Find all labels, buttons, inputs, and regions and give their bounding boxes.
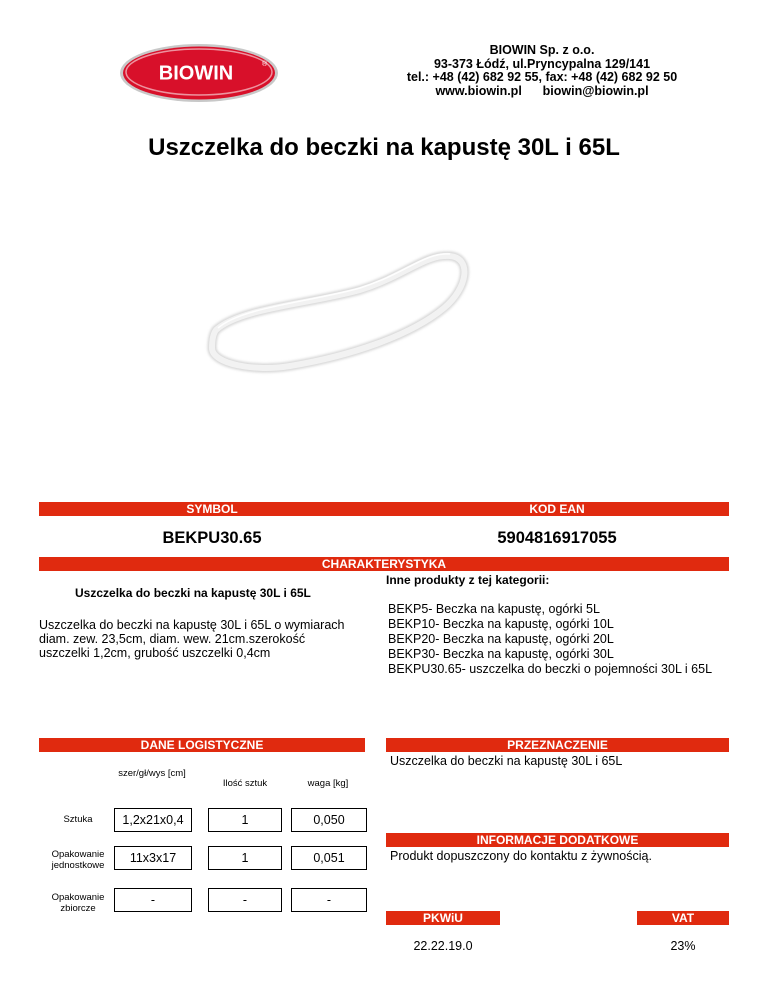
additional-info-header: INFORMACJE DODATKOWE xyxy=(386,833,729,847)
other-product-item: BEKPU30.65- uszczelka do beczki o pojemności 30L i 65L xyxy=(388,662,713,676)
row2-weight: 0,051 xyxy=(291,846,367,870)
ean-value: 5904816917055 xyxy=(497,529,617,547)
row3-weight: - xyxy=(291,888,367,912)
other-products-label: Inne produkty z tej kategorii: xyxy=(386,573,550,587)
other-product-item: BEKP10- Beczka na kapustę, ogórki 10L xyxy=(388,617,614,631)
row-label-sztuka: Sztuka xyxy=(63,814,93,825)
characteristics-description: Uszczelka do beczki na kapustę 30L i 65L o wymiarach diam. zew. 23,5cm, diam. wew. 21cm.szerokość uszczelki 1,2cm, grubość uszczelki 0,4cm xyxy=(39,618,345,660)
row1-dims: 1,2x21x0,4 xyxy=(114,808,192,832)
characteristics-product-name: Uszczelka do beczki na kapustę 30L i 65L xyxy=(75,586,311,600)
characteristics-header: CHARAKTERYSTYKA xyxy=(39,557,729,571)
col-weight: waga [kg] xyxy=(307,778,349,789)
purpose-header: PRZEZNACZENIE xyxy=(386,738,729,752)
col-dimensions: szer/gł/wys [cm] xyxy=(118,768,186,779)
company-info xyxy=(392,44,692,98)
other-product-item: BEKP20- Beczka na kapustę, ogórki 20L xyxy=(388,632,614,646)
ean-header: KOD EAN xyxy=(385,502,729,516)
pkwiu-header: PKWiU xyxy=(386,911,500,925)
row2-qty: 1 xyxy=(208,846,282,870)
additional-info-text: Produkt dopuszczony do kontaktu z żywnością. xyxy=(390,849,652,863)
vat-header: VAT xyxy=(637,911,729,925)
company-address: 93-373 Łódź, ul.Pryncypalna 129/141 xyxy=(433,56,651,71)
row3-qty: - xyxy=(208,888,282,912)
row1-weight: 0,050 xyxy=(291,808,367,832)
row1-qty: 1 xyxy=(208,808,282,832)
other-product-item: BEKP5- Beczka na kapustę, ogórki 5L xyxy=(388,602,600,616)
row-label-opakowanie-zbiorcze: Opakowanie zbiorcze xyxy=(51,892,105,914)
logo-text: BIOWIN xyxy=(158,62,234,85)
company-phone: tel.: +48 (42) 682 92 55, fax: +48 (42) 682 92 50 xyxy=(406,70,678,84)
purpose-text: Uszczelka do beczki na kapustę 30L i 65L xyxy=(390,754,623,768)
company-name: BIOWIN Sp. z o.o. xyxy=(489,43,595,57)
vat-value: 23% xyxy=(670,939,696,953)
symbol-value: BEKPU30.65 xyxy=(162,529,262,547)
col-quantity: Ilość sztuk xyxy=(222,778,268,789)
product-image xyxy=(200,248,478,378)
other-product-item: BEKP30- Beczka na kapustę, ogórki 30L xyxy=(388,647,614,661)
page-title: Uszczelka do beczki na kapustę 30L i 65L xyxy=(148,134,620,161)
other-products-list xyxy=(388,602,748,677)
pkwiu-value: 22.22.19.0 xyxy=(413,939,473,953)
logistics-header: DANE LOGISTYCZNE xyxy=(39,738,365,752)
biowin-logo xyxy=(118,42,280,104)
symbol-header: SYMBOL xyxy=(39,502,385,516)
logo-registered-mark: ® xyxy=(262,61,268,68)
company-web: www.biowin.pl biowin@biowin.pl xyxy=(435,83,649,98)
row2-dims: 11x3x17 xyxy=(114,846,192,870)
row3-dims: - xyxy=(114,888,192,912)
row-label-opakowanie-jednostkowe: Opakowanie jednostkowe xyxy=(51,849,105,871)
